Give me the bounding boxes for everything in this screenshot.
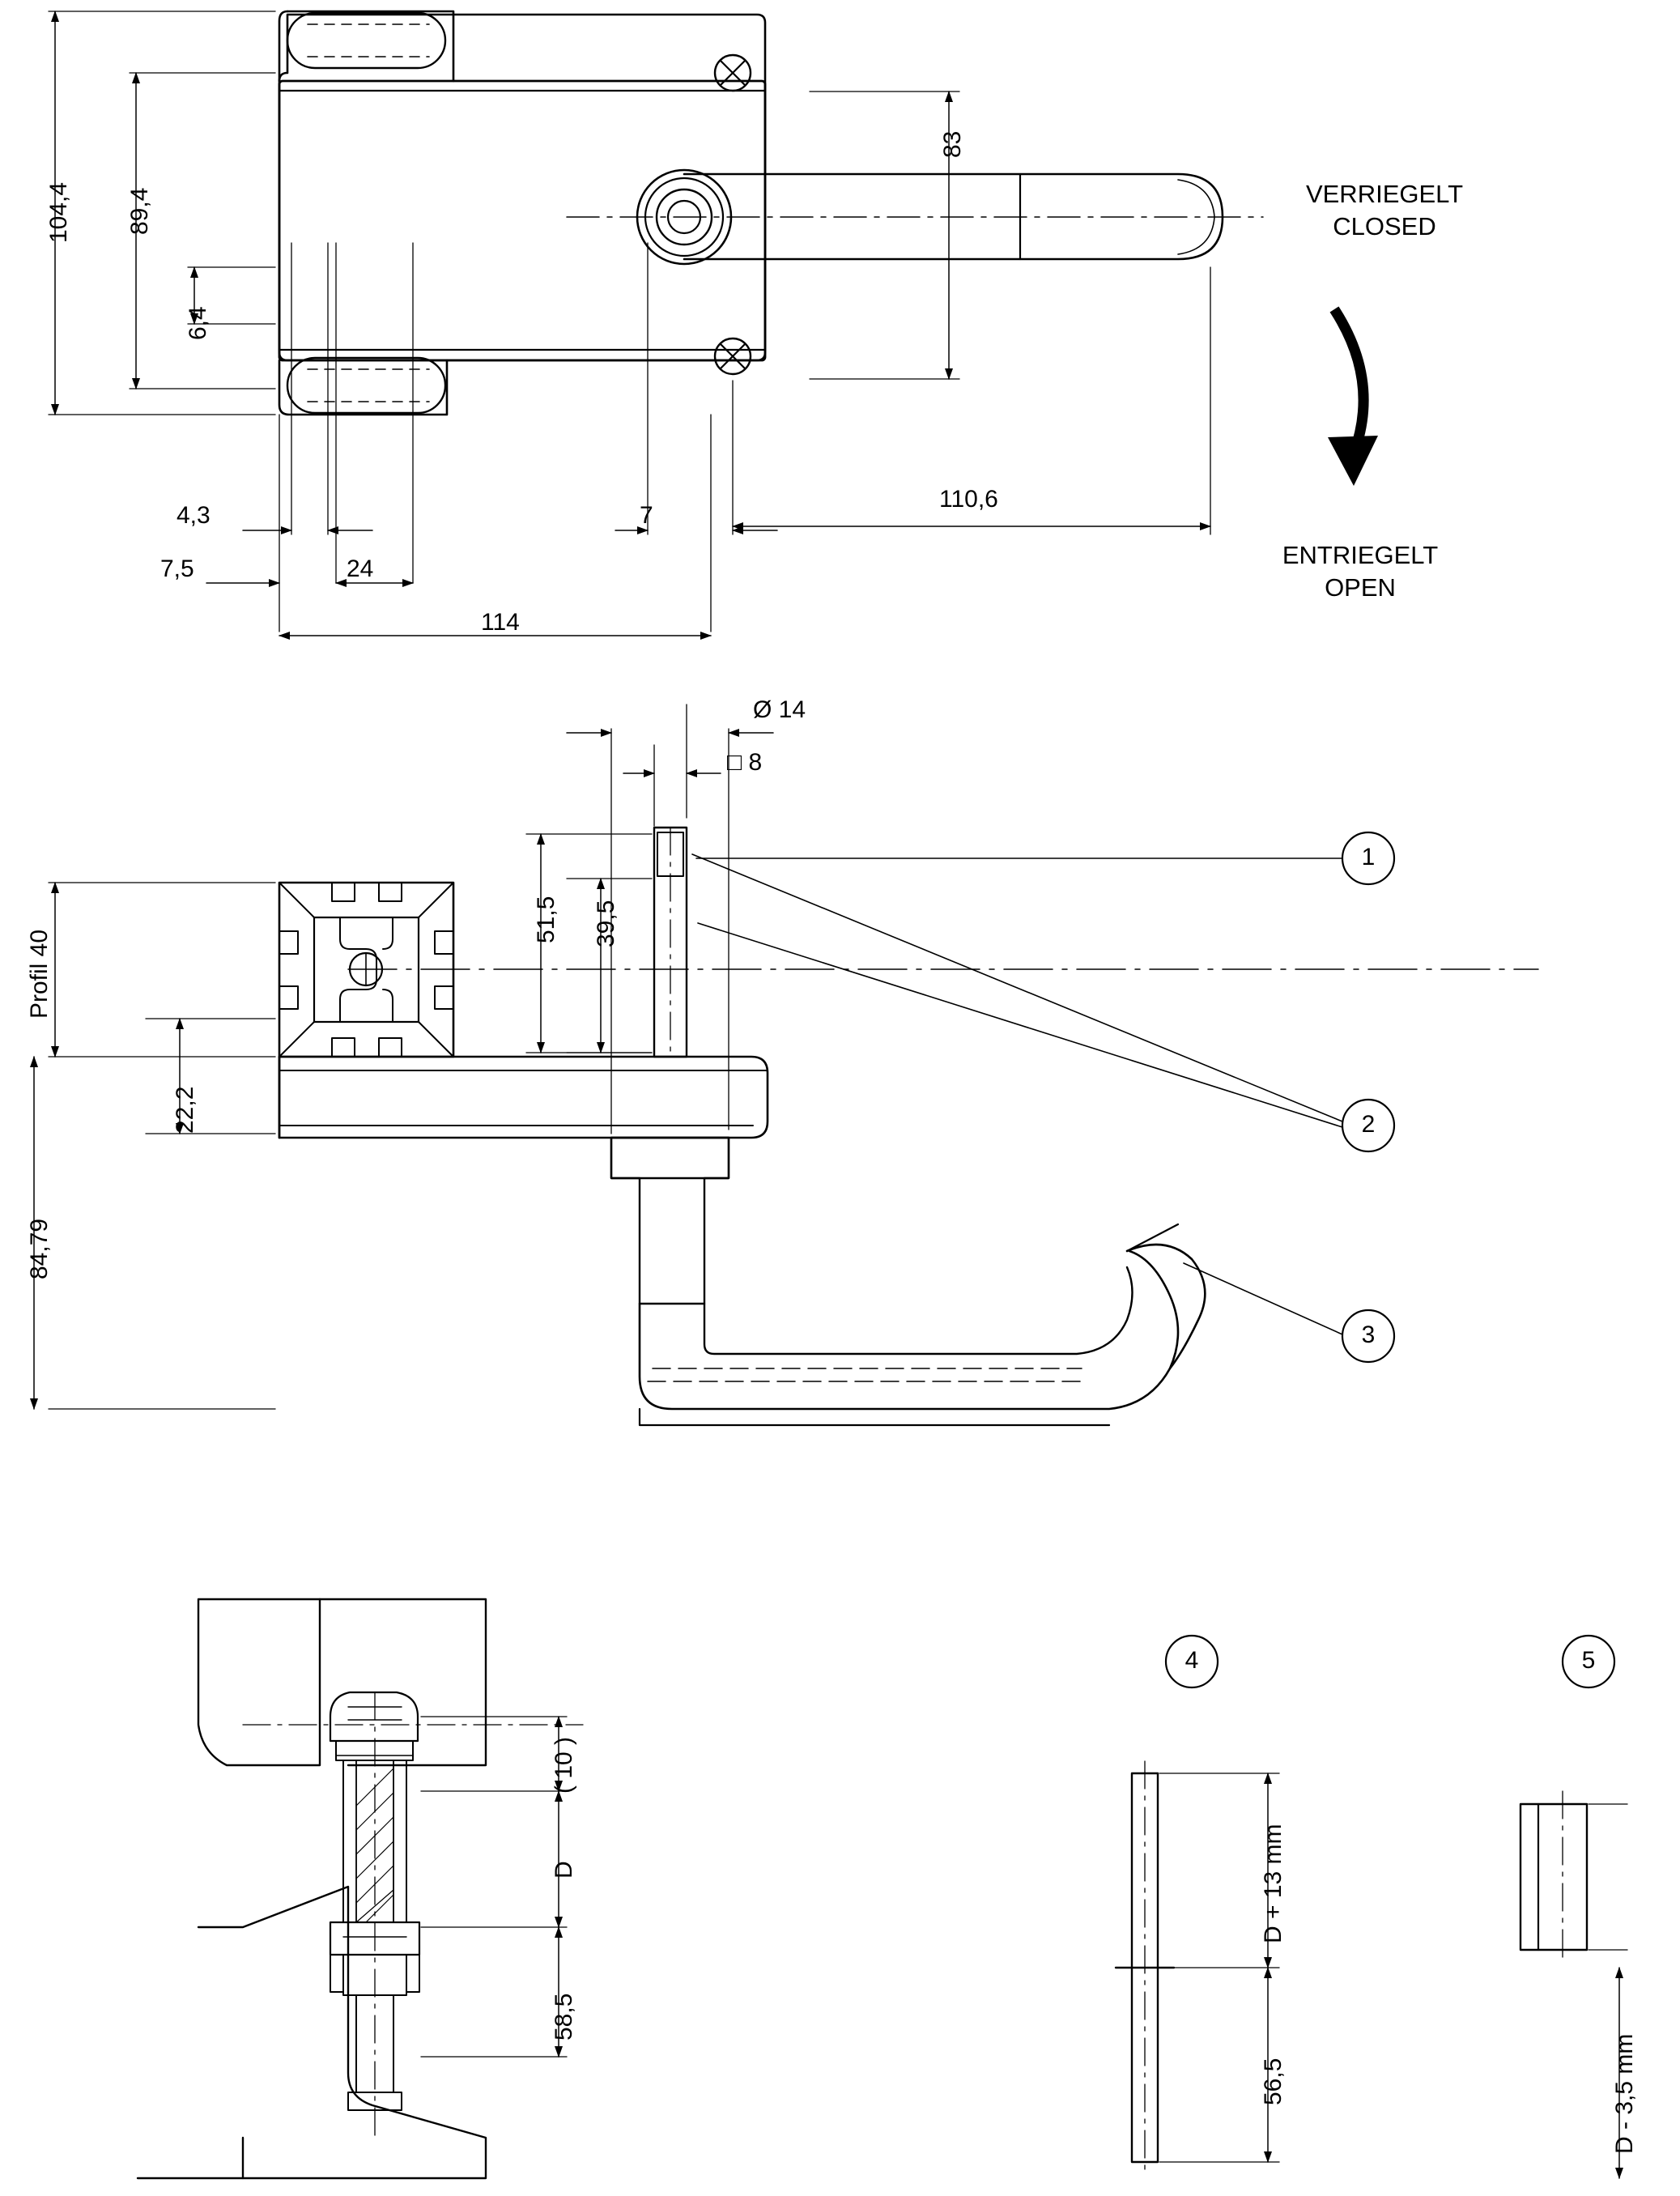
dim-D-minus-3-5: D - 3,5 mm [1611, 2033, 1638, 2154]
dim-22-2: 22,2 [172, 1086, 198, 1134]
dim-10: ( 10 ) [551, 1736, 577, 1794]
balloon-4: 4 [1185, 1647, 1199, 1674]
dim-6-4: 6,4 [185, 306, 211, 340]
balloon-2: 2 [1361, 1111, 1376, 1138]
balloon-1: 1 [1361, 844, 1376, 870]
dim-83: 83 [939, 130, 966, 158]
dim-89-4: 89,4 [126, 187, 153, 235]
dim-dia-14: Ø 14 [753, 696, 806, 723]
dim-D: D [551, 1861, 577, 1879]
dim-56-5: 56,5 [1260, 2058, 1287, 2105]
dim-7-5: 7,5 [160, 555, 194, 582]
balloon-3: 3 [1361, 1321, 1376, 1348]
balloon-5: 5 [1581, 1647, 1596, 1674]
dim-square-8: □ 8 [727, 749, 763, 776]
dim-7: 7 [640, 502, 653, 529]
dim-39-5: 39,5 [593, 900, 619, 947]
dim-4-3: 4,3 [177, 502, 211, 529]
dim-84-79: 84,79 [26, 1218, 53, 1279]
label-profil-40: Profil 40 [26, 929, 53, 1019]
dim-114: 114 [481, 609, 520, 636]
dim-58-5: 58,5 [551, 1993, 577, 2041]
dim-D-plus-13: D + 13 mm [1260, 1824, 1287, 1943]
dim-51-5: 51,5 [533, 896, 559, 943]
label-open-de: ENTRIEGELT [1282, 541, 1439, 569]
label-closed-en: CLOSED [1333, 212, 1436, 240]
label-closed-de: VERRIEGELT [1305, 180, 1464, 208]
dim-110-6: 110,6 [939, 486, 998, 513]
dim-104-4: 104,4 [45, 181, 72, 243]
dim-24: 24 [347, 555, 374, 582]
label-open-en: OPEN [1325, 573, 1396, 602]
